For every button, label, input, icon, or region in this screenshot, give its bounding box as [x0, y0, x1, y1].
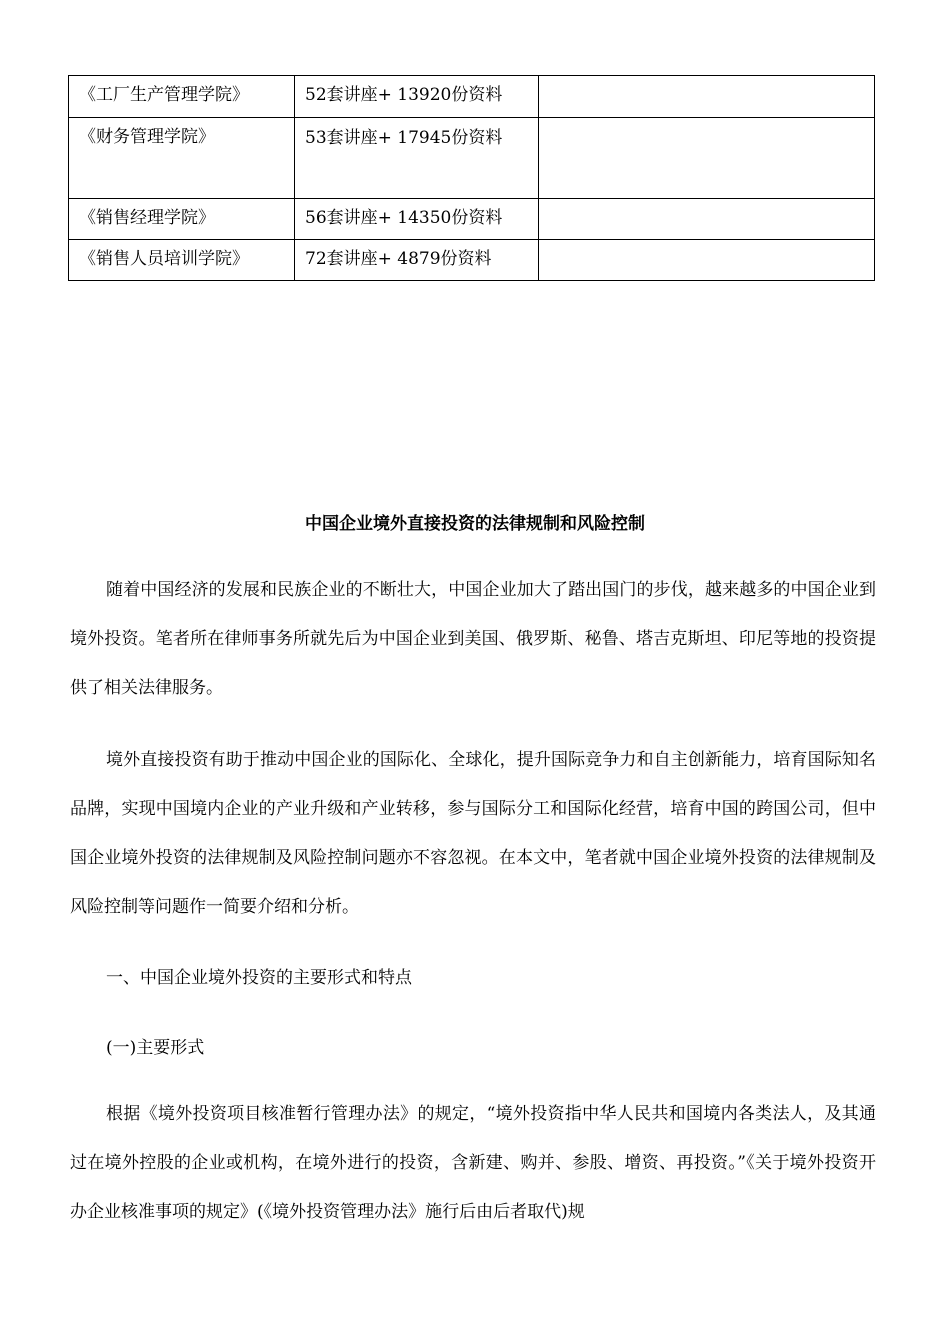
- catalog-content-cell: 52套讲座+ 13920份资料: [295, 76, 539, 118]
- catalog-name-cell: 《销售经理学院》: [69, 199, 295, 240]
- subsection-heading: (一)主要形式: [106, 1038, 205, 1058]
- catalog-name-cell: 《工厂生产管理学院》: [69, 76, 295, 118]
- table-row: [69, 240, 875, 281]
- paragraph-intro: 随着中国经济的发展和民族企业的不断壮大，中国企业加大了踏出国门的步伐，越来越多的中国企业到境外投资。笔者所在律师事务所就先后为中国企业到美国、俄罗斯、秘鲁、塔吉克斯坦、印尼等地的投资提供了相关法律服务。: [70, 580, 876, 698]
- catalog-table: [68, 75, 875, 281]
- catalog-content-cell: 56套讲座+ 14350份资料: [295, 199, 539, 240]
- paragraph-significance: 境外直接投资有助于推动中国企业的国际化、全球化，提升国际竞争力和自主创新能力，培育国际知名品牌，实现中国境内企业的产业升级和产业转移，参与国际分工和国际化经营，培育中国的跨国公司，但中国企业境外投资的法律规制及风险控制问题亦不容忽视。在本文中，笔者就中国企业境外投资的法律规制及风险控制等问题作一简要介绍和分析。: [70, 750, 876, 917]
- catalog-extra-cell: [539, 199, 875, 240]
- catalog-content-cell: 72套讲座+ 4879份资料: [295, 240, 539, 281]
- section-heading: 一、中国企业境外投资的主要形式和特点: [106, 968, 412, 988]
- table-row: [69, 199, 875, 240]
- article-title: 中国企业境外直接投资的法律规制和风险控制: [305, 514, 645, 534]
- catalog-content-cell: 53套讲座+ 17945份资料: [295, 118, 539, 199]
- table-row: [69, 118, 875, 199]
- catalog-extra-cell: [539, 76, 875, 118]
- catalog-name-cell: 《财务管理学院》: [69, 118, 295, 199]
- catalog-name-cell: 《销售人员培训学院》: [69, 240, 295, 281]
- paragraph-definition: 根据《境外投资项目核准暂行管理办法》的规定，“境外投资指中华人民共和国境内各类法人，及其通过在境外控股的企业或机构，在境外进行的投资，含新建、购并、参股、增资、再投资。”《关于境外投资开办企业核准事项的规定》(《境外投资管理办法》施行后由后者取代)规: [70, 1104, 876, 1222]
- table-row: [69, 76, 875, 118]
- catalog-extra-cell: [539, 118, 875, 199]
- catalog-extra-cell: [539, 240, 875, 281]
